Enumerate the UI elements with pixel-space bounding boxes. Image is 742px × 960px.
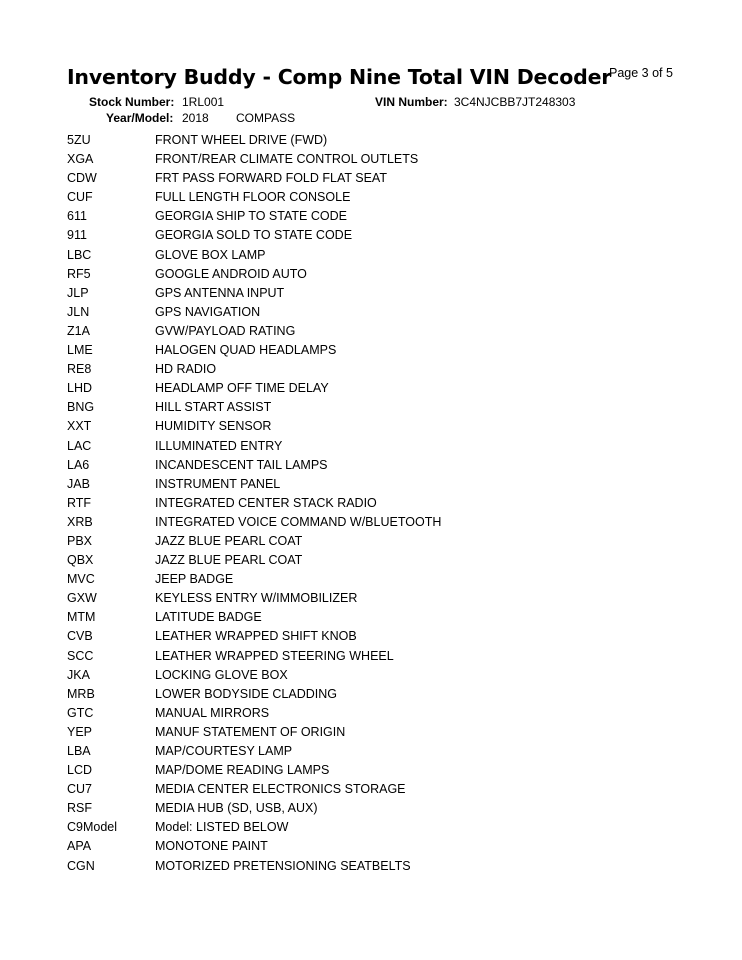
option-description: INTEGRATED VOICE COMMAND W/BLUETOOTH	[155, 514, 442, 529]
option-description: INCANDESCENT TAIL LAMPS	[155, 457, 328, 472]
option-code: QBX	[67, 553, 94, 568]
option-code: LAC	[67, 438, 92, 453]
stock-number-label: Stock Number:	[89, 95, 175, 109]
option-description: INTEGRATED CENTER STACK RADIO	[155, 495, 377, 510]
option-code: 5ZU	[67, 133, 91, 147]
option-description: JAZZ BLUE PEARL COAT	[155, 533, 303, 548]
option-description: JEEP BADGE	[155, 572, 234, 587]
option-description: LOWER BODYSIDE CLADDING	[155, 686, 337, 701]
option-description: MEDIA HUB (SD, USB, AUX)	[155, 801, 318, 816]
option-description: MEDIA CENTER ELECTRONICS STORAGE	[155, 782, 406, 797]
option-code: LA6	[67, 457, 90, 472]
option-code: RF5	[67, 266, 91, 281]
option-description: HALOGEN QUAD HEADLAMPS	[155, 343, 337, 358]
option-description: HEADLAMP OFF TIME DELAY	[155, 381, 329, 396]
option-description: HILL START ASSIST	[155, 400, 272, 415]
option-code: CU7	[67, 782, 93, 797]
option-description: INSTRUMENT PANEL	[155, 476, 281, 491]
option-code: JKA	[67, 667, 90, 682]
option-code: GXW	[67, 591, 97, 606]
option-code: MTM	[67, 610, 96, 625]
vin-value: 3C4NJCBB7JT248303	[454, 95, 576, 109]
option-code: APA	[67, 839, 92, 854]
model-value: COMPASS	[236, 111, 296, 125]
option-code: LBC	[67, 247, 92, 262]
option-description: FULL LENGTH FLOOR CONSOLE	[155, 190, 351, 205]
option-description: GOOGLE ANDROID AUTO	[155, 266, 307, 281]
option-code: LBA	[67, 744, 91, 758]
option-code: YEP	[67, 724, 93, 739]
option-code: RE8	[67, 362, 92, 377]
option-code: C9Model	[67, 820, 118, 835]
option-code: RTF	[67, 495, 92, 510]
vin-label: VIN Number:	[375, 95, 448, 109]
stock-number-value: 1RL001	[182, 95, 225, 109]
option-description: ILLUMINATED ENTRY	[155, 438, 283, 453]
option-description: FRONT/REAR CLIMATE CONTROL OUTLETS	[155, 152, 419, 167]
option-code: JLP	[67, 285, 89, 300]
option-description: MAP/DOME READING LAMPS	[155, 763, 330, 778]
option-code: LME	[67, 343, 93, 358]
option-code: JAB	[67, 476, 90, 491]
option-description: MOTORIZED PRETENSIONING SEATBELTS	[155, 858, 411, 873]
option-code: MVC	[67, 572, 95, 587]
option-description: GEORGIA SOLD TO STATE CODE	[155, 228, 353, 243]
option-description: MANUF STATEMENT OF ORIGIN	[155, 724, 346, 739]
option-description: FRONT WHEEL DRIVE (FWD)	[155, 133, 328, 147]
option-description: Model: LISTED BELOW	[155, 820, 289, 835]
option-description: KEYLESS ENTRY W/IMMOBILIZER	[155, 591, 358, 606]
option-description: JAZZ BLUE PEARL COAT	[155, 553, 303, 568]
option-description: LOCKING GLOVE BOX	[155, 667, 288, 682]
option-code: Z1A	[67, 323, 90, 338]
option-code: CVB	[67, 629, 93, 644]
year-value: 2018	[182, 111, 209, 125]
page-title: Inventory Buddy - Comp Nine Total VIN Decoder	[67, 65, 612, 89]
year-model-label: Year/Model:	[106, 111, 174, 125]
option-code: CDW	[67, 171, 97, 186]
option-description: LATITUDE BADGE	[155, 610, 262, 625]
option-code: PBX	[67, 533, 93, 548]
option-code: XRB	[67, 514, 93, 529]
option-code: BNG	[67, 400, 95, 415]
option-code: LCD	[67, 763, 93, 778]
option-description: MANUAL MIRRORS	[155, 705, 270, 720]
option-description: MONOTONE PAINT	[155, 839, 268, 854]
option-code: RSF	[67, 801, 92, 816]
option-code: CGN	[67, 858, 95, 873]
option-code: LHD	[67, 381, 93, 396]
option-description: FRT PASS FORWARD FOLD FLAT SEAT	[155, 171, 387, 186]
option-code: SCC	[67, 648, 94, 663]
option-code: GTC	[67, 705, 94, 720]
option-code: 611	[67, 209, 87, 224]
option-description: GLOVE BOX LAMP	[155, 247, 266, 262]
option-code: CUF	[67, 190, 93, 205]
option-description: GVW/PAYLOAD RATING	[155, 323, 296, 338]
option-description: GPS ANTENNA INPUT	[155, 285, 285, 300]
option-description: LEATHER WRAPPED SHIFT KNOB	[155, 629, 357, 644]
option-code: MRB	[67, 686, 95, 701]
option-code: 911	[67, 228, 87, 243]
option-description: GEORGIA SHIP TO STATE CODE	[155, 209, 347, 224]
option-code: JLN	[67, 304, 90, 319]
option-code: XXT	[67, 419, 92, 434]
option-description: GPS NAVIGATION	[155, 304, 261, 319]
page-number: Page 3 of 5	[609, 66, 673, 80]
option-code: XGA	[67, 152, 94, 167]
option-description: MAP/COURTESY LAMP	[155, 744, 293, 758]
option-description: HD RADIO	[155, 362, 217, 377]
option-description: HUMIDITY SENSOR	[155, 419, 272, 434]
option-description: LEATHER WRAPPED STEERING WHEEL	[155, 648, 394, 663]
